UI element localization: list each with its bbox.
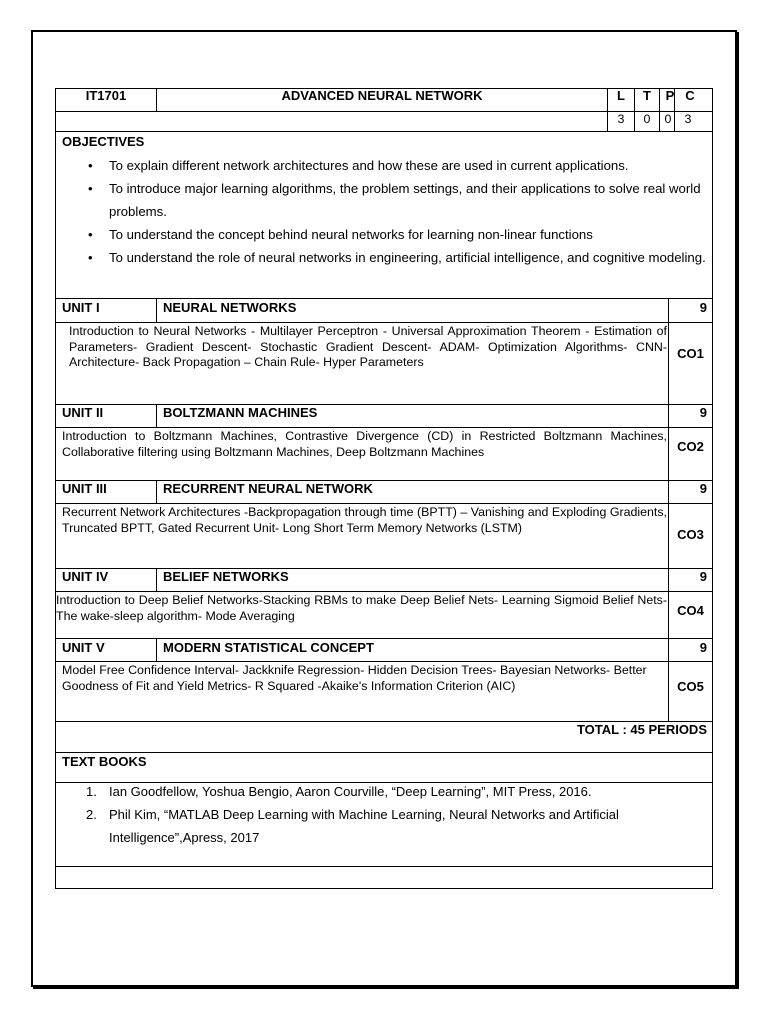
textbook-item: 2. Phil Kim, “MATLAB Deep Learning with Machine Learning, Neural Networks and Artificial Intelligence”,Apress, 2017 — [56, 803, 708, 849]
ltpc-value-c: 3 — [684, 112, 692, 126]
unit-co: CO3 — [677, 527, 704, 542]
unit-co: CO5 — [677, 679, 704, 694]
unit-co: CO2 — [677, 439, 704, 454]
ltpc-header-t: T — [643, 88, 651, 103]
unit-label: UNIT IV — [62, 569, 109, 584]
rule — [668, 322, 669, 404]
rule — [156, 480, 157, 503]
unit-title: BOLTZMANN MACHINES — [163, 405, 318, 420]
objective-item: • To understand the role of neural networks in engineering, artificial intelligence, and cognitive modeling. — [56, 246, 708, 269]
unit-hours: 9 — [699, 569, 707, 584]
unit-hours: 9 — [699, 300, 707, 315]
rule — [156, 568, 157, 591]
rule — [55, 591, 713, 592]
rule — [55, 888, 713, 889]
ltpc-header-p: P — [665, 88, 675, 103]
rule — [55, 503, 713, 504]
rule — [55, 866, 713, 867]
rule — [55, 752, 713, 753]
bullet-icon: • — [88, 158, 93, 173]
rule — [659, 88, 660, 131]
unit-title: RECURRENT NEURAL NETWORK — [163, 481, 373, 496]
unit-co: CO1 — [677, 346, 704, 361]
unit-co: CO4 — [677, 603, 704, 618]
unit-content: Introduction to Boltzmann Machines, Contrastive Divergence (CD) in Restricted Boltzmann Machines, Collaborative filtering using Boltzmann Machines, Deep Boltzmann Machines — [62, 429, 667, 459]
ltpc-value-t: 0 — [643, 112, 651, 126]
textbook-item: 1. Ian Goodfellow, Yoshua Bengio, Aaron Courville, “Deep Learning”, MIT Press, 2016. — [56, 780, 708, 803]
objectives-list — [56, 154, 708, 269]
list-number: 2. — [86, 807, 97, 822]
objective-item: • To explain different network architectures and how these are used in current applications. — [56, 154, 708, 177]
ltpc-value-l: 3 — [617, 112, 625, 126]
unit-content: Introduction to Deep Belief Networks-Stacking RBMs to make Deep Belief Nets- Learning Sigmoid Belief Nets- The wake-sleep algorithm- Mode Averaging — [56, 593, 667, 623]
table-right-edge — [712, 88, 713, 889]
unit-label: UNIT I — [62, 300, 100, 315]
rule — [55, 427, 713, 428]
unit-hours: 9 — [699, 640, 707, 655]
bullet-icon: • — [88, 227, 93, 242]
rule — [55, 638, 713, 639]
rule — [55, 480, 713, 481]
ltpc-header-l: L — [617, 88, 625, 103]
rule — [156, 298, 157, 322]
total-periods: TOTAL : 45 PERIODS — [576, 722, 707, 737]
objective-item: • To introduce major learning algorithms, the problem settings, and their applications to solve real world problems. — [56, 177, 708, 223]
rule — [55, 404, 713, 405]
unit-label: UNIT III — [62, 481, 107, 496]
unit-title: MODERN STATISTICAL CONCEPT — [163, 640, 374, 655]
rule — [55, 661, 713, 662]
unit-hours: 9 — [699, 405, 707, 420]
bullet-icon: • — [88, 250, 93, 265]
rule — [156, 404, 157, 427]
unit-title: NEURAL NETWORKS — [163, 300, 297, 315]
unit-title: BELIEF NETWORKS — [163, 569, 289, 584]
rule — [55, 298, 713, 299]
textbooks-heading: TEXT BOOKS — [62, 754, 147, 769]
rule — [156, 638, 157, 661]
unit-label: UNIT V — [62, 640, 105, 655]
unit-content: Model Free Confidence Interval- Jackknife Regression- Hidden Decision Trees- Bayesian Networks- Better Goodness of Fit and Yield Metrics- R Squared -Akaike's Information Criterion (AIC) — [62, 663, 647, 693]
unit-content: Recurrent Network Architectures -Backpropagation through time (BPTT) – Vanishing and Exploding Gradients, Truncated BPTT, Gated Recurrent Unit- Long Short Term Memory Networks (LSTM) — [62, 505, 667, 535]
course-code: IT1701 — [85, 88, 127, 103]
list-number: 1. — [86, 784, 97, 799]
course-title: ADVANCED NEURAL NETWORK — [281, 88, 483, 103]
ltpc-value-p: 0 — [664, 112, 672, 126]
unit-content: Introduction to Neural Networks - Multilayer Perceptron - Universal Approximation Theorem - Estimation of Parameters- Gradient Descent- Stochastic Gradient Descent- ADAM- Optimization Algorithms- CNN-Architecture- Back Propagation – Chain Rule- Hyper Parameters — [69, 324, 667, 369]
ltpc-header-c: C — [685, 88, 695, 103]
objective-item: • To understand the concept behind neural networks for learning non-linear functions — [56, 223, 708, 246]
textbooks-list — [56, 780, 708, 849]
unit-hours: 9 — [699, 481, 707, 496]
unit-label: UNIT II — [62, 405, 104, 420]
objectives-heading: OBJECTIVES — [62, 134, 145, 149]
rule — [55, 131, 713, 132]
bullet-icon: • — [88, 181, 93, 196]
rule — [55, 568, 713, 569]
rule — [55, 322, 713, 323]
